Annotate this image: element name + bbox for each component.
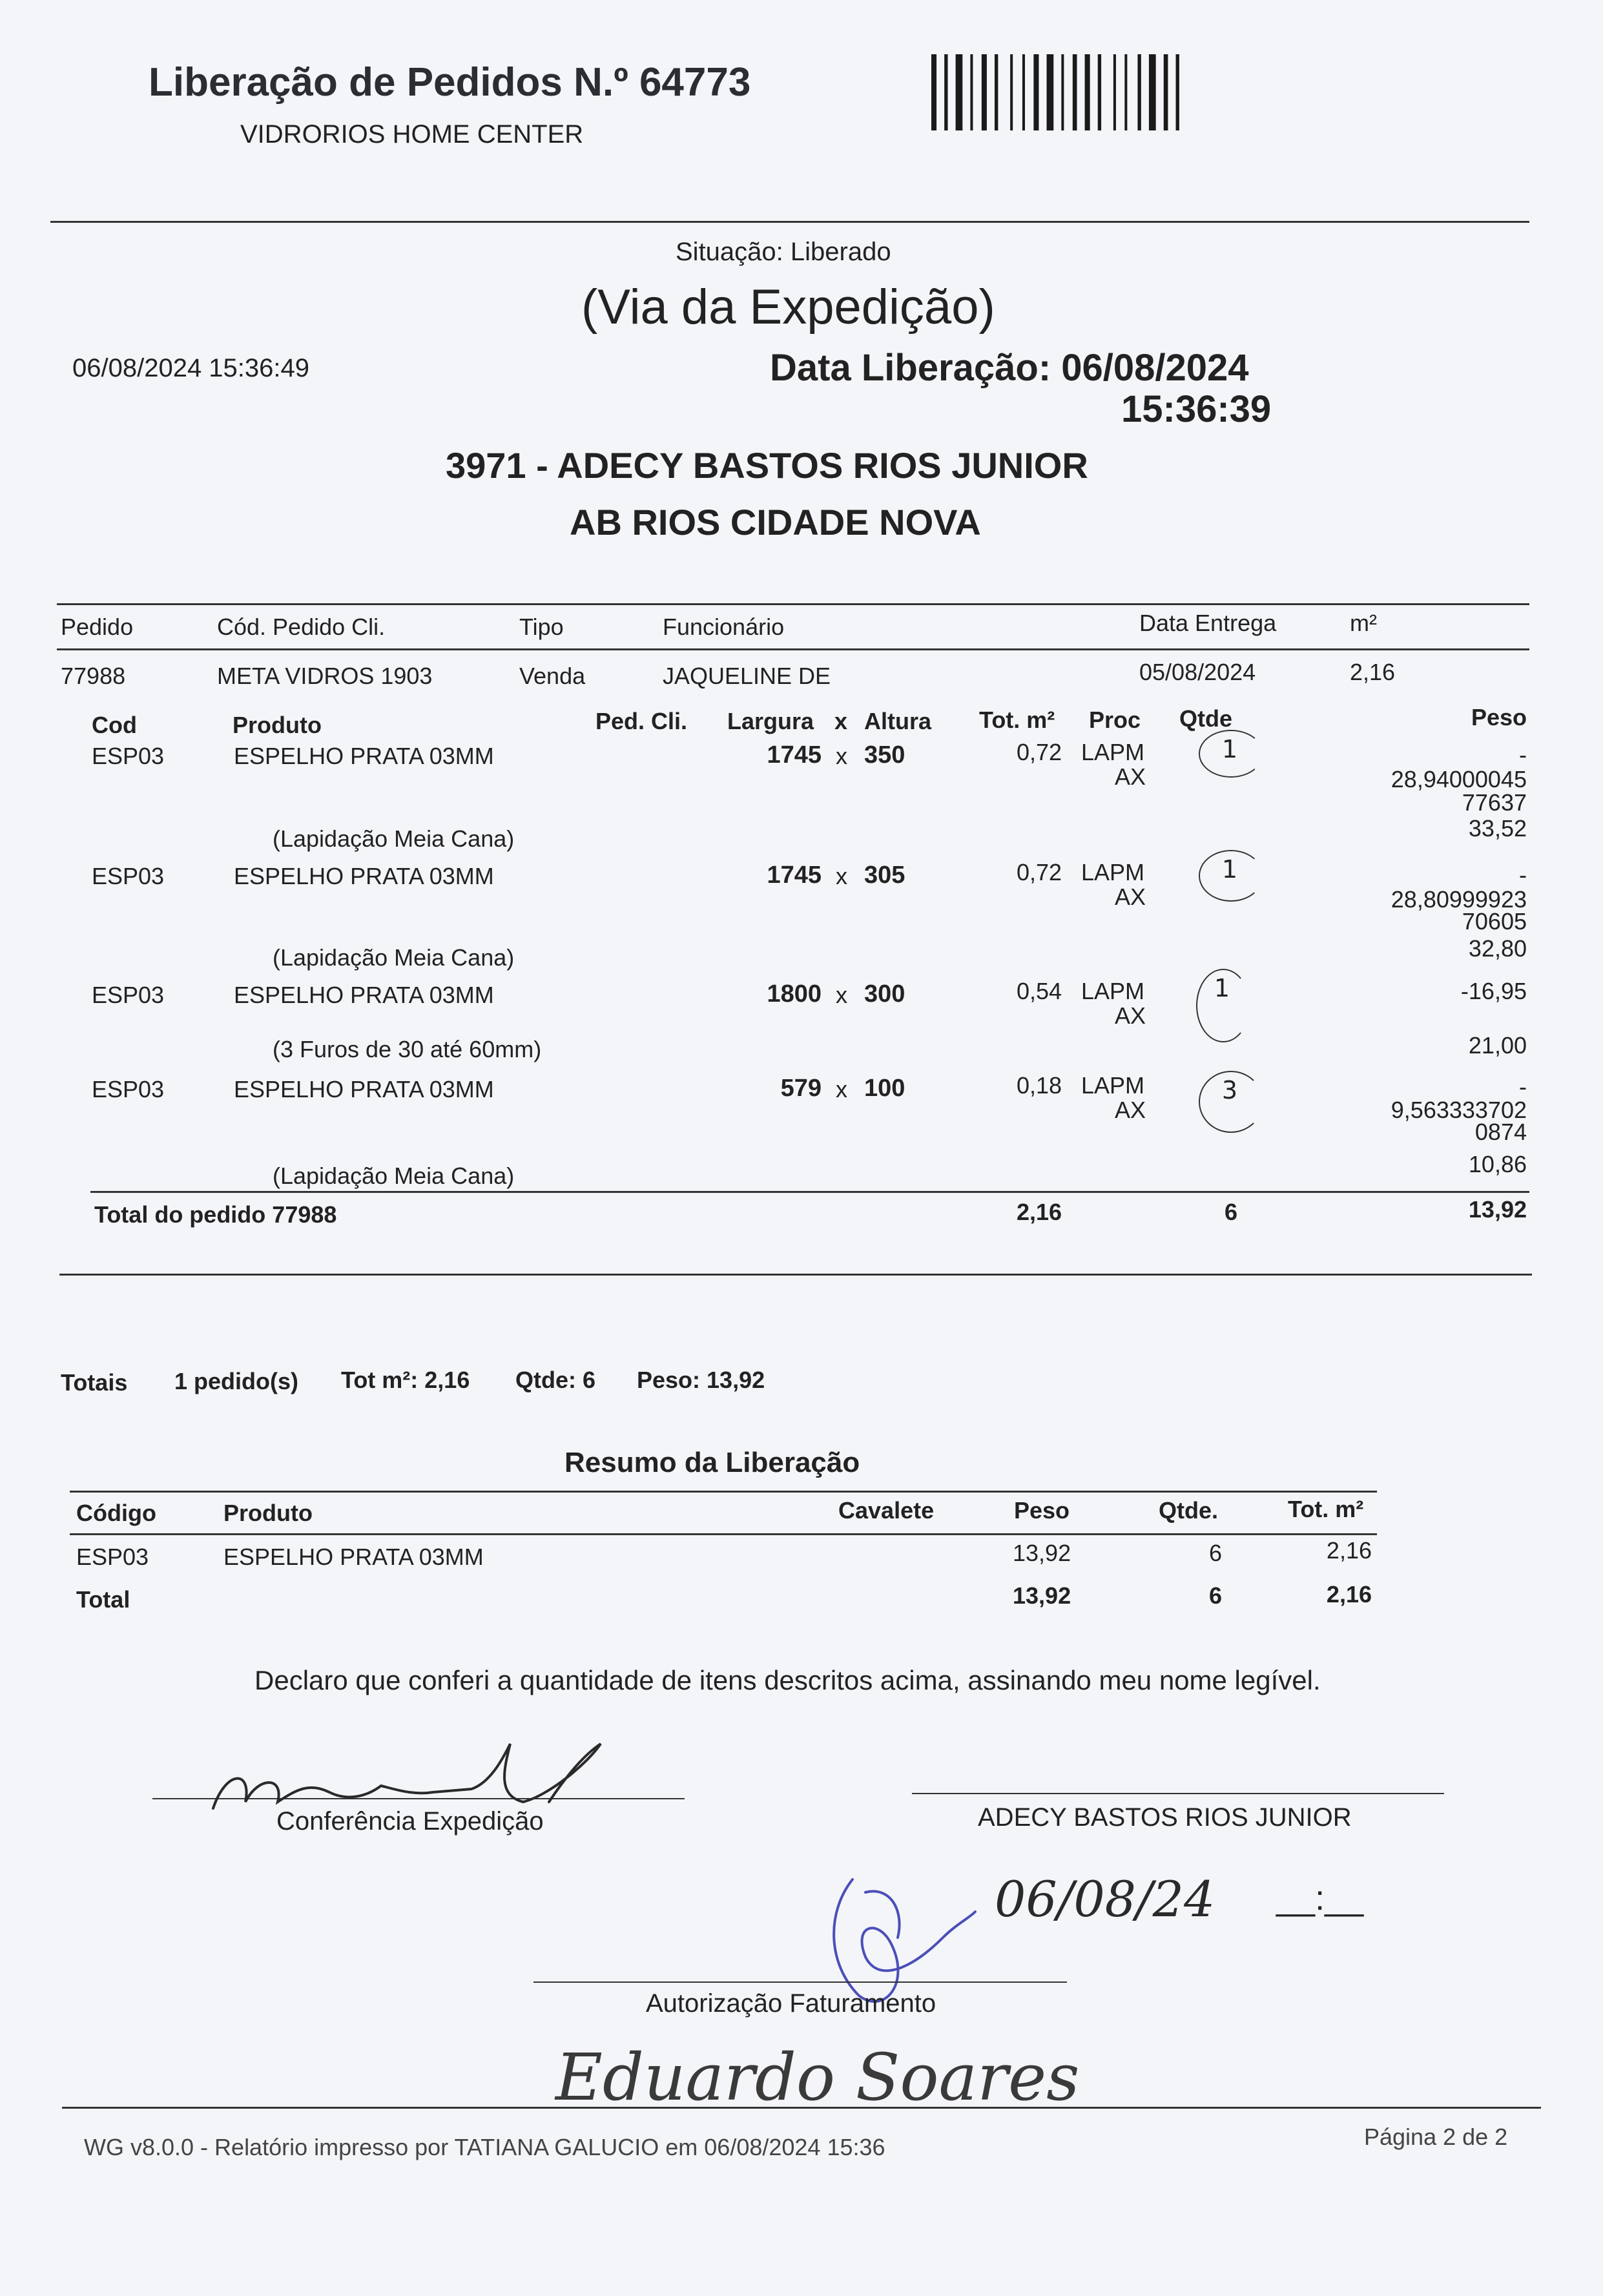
barcode-bar <box>1022 54 1025 130</box>
client-store: AB RIOS CIDADE NOVA <box>570 502 981 543</box>
resumo-row-codigo: ESP03 <box>76 1544 149 1570</box>
barcode-bar <box>1164 54 1168 130</box>
items-col-altura: Altura <box>864 708 932 734</box>
resumo-title: Resumo da Liberação <box>564 1447 860 1478</box>
item-tot-m2: 0,54 <box>1017 978 1062 1004</box>
resumo-header-divider <box>70 1533 1377 1535</box>
barcode-bar <box>1047 54 1054 130</box>
item-cod: ESP03 <box>92 743 165 769</box>
order-data-entrega: 05/08/2024 <box>1139 659 1256 685</box>
barcode-bar <box>1073 54 1077 130</box>
time-blank: __:__ <box>1276 1879 1364 1918</box>
item-peso-line: 70605 <box>1462 908 1527 935</box>
resumo-col-cavalete: Cavalete <box>838 1497 935 1524</box>
order-funcionario: JAQUELINE DE <box>663 663 831 689</box>
barcode-bar <box>1176 54 1179 130</box>
col-tipo: Tipo <box>519 614 564 640</box>
header-divider <box>50 221 1529 223</box>
handwritten-name: Eduardo Soares <box>555 2040 1080 2115</box>
footer-page-number: Página 2 de 2 <box>1364 2124 1508 2150</box>
order-total-m2: 2,16 <box>1017 1199 1062 1225</box>
item-peso-line: 28,80999923 <box>1391 886 1527 913</box>
item-qtde: 1 <box>1221 735 1238 763</box>
resumo-row-tot-m2: 2,16 <box>1326 1537 1372 1564</box>
totais-qtde: Qtde: 6 <box>515 1367 596 1393</box>
resumo-total-qtde: 6 <box>1209 1582 1223 1609</box>
items-col-peso: Peso <box>1471 704 1527 730</box>
item-qtde: 1 <box>1214 974 1230 1002</box>
resumo-col-tot-m2: Tot. m² <box>1288 1496 1364 1522</box>
items-col-qtde: Qtde <box>1179 705 1233 732</box>
resumo-row-produto: ESPELHO PRATA 03MM <box>223 1544 484 1570</box>
conferencia-label: Conferência Expedição <box>276 1807 544 1836</box>
order-pedido: 77988 <box>61 663 126 689</box>
barcode-bar <box>1085 54 1090 130</box>
barcode-icon <box>931 54 1190 130</box>
item-x: x <box>836 982 847 1008</box>
item-proc-1: LAPM <box>1081 1072 1145 1099</box>
totais-peso: Peso: 13,92 <box>637 1367 765 1393</box>
item-proc-2: AX <box>1115 884 1146 910</box>
col-funcionario: Funcionário <box>663 614 785 640</box>
item-produto: ESPELHO PRATA 03MM <box>234 863 494 889</box>
qtde-circle-mark <box>1196 969 1250 1042</box>
footer-report-info: WG v8.0.0 - Relatório impresso por TATIANA GALUCIO em 06/08/2024 15:36 <box>84 2134 885 2160</box>
barcode-bar <box>1113 54 1116 130</box>
barcode-bar <box>1124 54 1127 130</box>
items-col-proc: Proc <box>1089 707 1141 733</box>
item-produto: ESPELHO PRATA 03MM <box>234 982 494 1008</box>
barcode-bar <box>995 54 998 130</box>
item-qtde: 1 <box>1221 855 1238 884</box>
data-liberacao: Data Liberação: 06/08/2024 <box>770 347 1249 389</box>
totais-m2: Tot m²: 2,16 <box>341 1367 470 1393</box>
item-altura: 100 <box>864 1075 905 1102</box>
item-altura: 305 <box>864 862 905 889</box>
col-cod-pedido-cli: Cód. Pedido Cli. <box>217 614 386 640</box>
items-col-x: x <box>834 708 848 734</box>
autorizacao-signature-line <box>533 1981 1067 1983</box>
item-largura: 1800 <box>767 980 822 1008</box>
order-total-label: Total do pedido 77988 <box>94 1201 337 1228</box>
item-cod: ESP03 <box>92 1076 165 1102</box>
items-col-cod: Cod <box>92 712 137 738</box>
conferencia-signature <box>200 1731 626 1828</box>
item-peso-line: 33,52 <box>1468 815 1527 842</box>
resumo-top-divider <box>70 1491 1377 1493</box>
item-note: (Lapidação Meia Cana) <box>273 825 515 852</box>
via-title: (Via da Expedição) <box>581 280 995 335</box>
col-pedido: Pedido <box>61 614 134 640</box>
order-table-header-divider <box>57 648 1529 650</box>
items-col-ped-cli: Ped. Cli. <box>595 708 688 734</box>
item-note: (Lapidação Meia Cana) <box>273 1163 515 1189</box>
item-peso-line: - <box>1519 1073 1527 1100</box>
resumo-row-peso: 13,92 <box>1013 1540 1071 1566</box>
item-note: (3 Furos de 30 até 60mm) <box>273 1036 542 1062</box>
items-col-largura: Largura <box>727 708 814 734</box>
item-note: (Lapidação Meia Cana) <box>273 944 515 971</box>
barcode-bar <box>1149 54 1156 130</box>
data-liberacao-time: 15:36:39 <box>1121 388 1272 430</box>
item-peso-line: - <box>1519 862 1527 888</box>
items-col-tot-m2: Tot. m² <box>979 707 1055 733</box>
barcode-bar <box>1061 54 1064 130</box>
item-proc-1: LAPM <box>1081 739 1145 765</box>
item-peso-line: 0874 <box>1474 1119 1527 1145</box>
declaration-text: Declaro que conferi a quantidade de itens descritos acima, assinando meu nome legível. <box>254 1665 1321 1695</box>
resumo-col-produto: Produto <box>223 1500 313 1526</box>
resumo-col-codigo: Código <box>76 1500 156 1526</box>
barcode-bar <box>956 54 963 130</box>
item-proc-1: LAPM <box>1081 859 1145 885</box>
item-altura: 300 <box>864 980 905 1008</box>
client-name: 3971 - ADECY BASTOS RIOS JUNIOR <box>446 445 1088 486</box>
item-altura: 350 <box>864 741 905 769</box>
resumo-col-peso: Peso <box>1014 1497 1070 1524</box>
situacao-label: Situação: Liberado <box>676 238 891 266</box>
company-name: VIDRORIOS HOME CENTER <box>240 120 584 149</box>
resumo-total-peso: 13,92 <box>1013 1582 1071 1609</box>
item-peso-line: 10,86 <box>1468 1151 1527 1177</box>
barcode-bar <box>1010 54 1013 130</box>
item-peso-line: 21,00 <box>1468 1032 1527 1059</box>
resumo-total-tot-m2: 2,16 <box>1326 1581 1372 1608</box>
item-x: x <box>836 863 847 889</box>
col-m2: m² <box>1350 610 1377 636</box>
barcode-bar <box>944 54 947 130</box>
col-data-entrega: Data Entrega <box>1139 610 1277 636</box>
print-datetime: 06/08/2024 15:36:49 <box>72 354 310 382</box>
barcode-bar <box>970 54 973 130</box>
autorizacao-label: Autorização Faturamento <box>646 1989 936 2018</box>
qtde-circle-mark <box>1199 850 1263 902</box>
items-col-produto: Produto <box>233 712 322 738</box>
item-proc-2: AX <box>1115 1002 1146 1029</box>
handwritten-date: 06/08/24 <box>995 1870 1215 1928</box>
order-tipo: Venda <box>519 663 586 689</box>
order-table-top <box>57 603 1529 605</box>
order-total-peso: 13,92 <box>1468 1196 1527 1223</box>
barcode-bar <box>1137 54 1141 130</box>
item-largura: 1745 <box>767 741 822 769</box>
item-peso-line: 28,94000045 <box>1391 766 1527 792</box>
totais-pedidos: 1 pedido(s) <box>174 1368 299 1394</box>
client-signature-label: ADECY BASTOS RIOS JUNIOR <box>978 1803 1352 1832</box>
barcode-bar <box>1033 54 1039 130</box>
qtde-circle-mark <box>1199 1071 1263 1133</box>
item-peso-line: - <box>1519 741 1527 768</box>
item-x: x <box>836 743 847 769</box>
resumo-col-qtde: Qtde. <box>1159 1497 1219 1524</box>
order-total-qtde: 6 <box>1225 1199 1238 1225</box>
item-peso-line: 32,80 <box>1468 935 1527 962</box>
resumo-row-qtde: 6 <box>1209 1540 1223 1566</box>
item-proc-2: AX <box>1115 1097 1146 1123</box>
item-peso-line: 9,563333702 <box>1391 1097 1527 1123</box>
order-section-end-divider <box>59 1274 1532 1276</box>
qtde-circle-mark <box>1199 730 1263 778</box>
item-tot-m2: 0,18 <box>1017 1072 1062 1099</box>
resumo-total-label: Total <box>76 1586 130 1613</box>
order-total-divider <box>90 1191 1529 1193</box>
item-produto: ESPELHO PRATA 03MM <box>234 743 494 769</box>
totais-label: Totais <box>61 1369 128 1396</box>
item-peso-line: -16,95 <box>1460 978 1527 1004</box>
order-cod-cli: META VIDROS 1903 <box>217 663 433 689</box>
item-largura: 579 <box>780 1075 822 1102</box>
item-qtde: 3 <box>1221 1076 1238 1104</box>
barcode-bar <box>931 54 936 130</box>
document-title: Liberação de Pedidos N.º 64773 <box>149 60 751 105</box>
item-proc-1: LAPM <box>1081 978 1145 1004</box>
order-m2: 2,16 <box>1350 659 1396 685</box>
barcode-bar <box>982 54 987 130</box>
item-peso-line: 77637 <box>1462 789 1527 816</box>
item-x: x <box>836 1076 847 1102</box>
item-tot-m2: 0,72 <box>1017 739 1062 765</box>
item-cod: ESP03 <box>92 863 165 889</box>
item-cod: ESP03 <box>92 982 165 1008</box>
footer-divider <box>62 2107 1541 2109</box>
client-signature-line <box>912 1793 1444 1794</box>
item-proc-2: AX <box>1115 763 1146 790</box>
item-largura: 1745 <box>767 862 822 889</box>
item-tot-m2: 0,72 <box>1017 859 1062 885</box>
item-produto: ESPELHO PRATA 03MM <box>234 1076 494 1102</box>
barcode-bar <box>1098 54 1101 130</box>
